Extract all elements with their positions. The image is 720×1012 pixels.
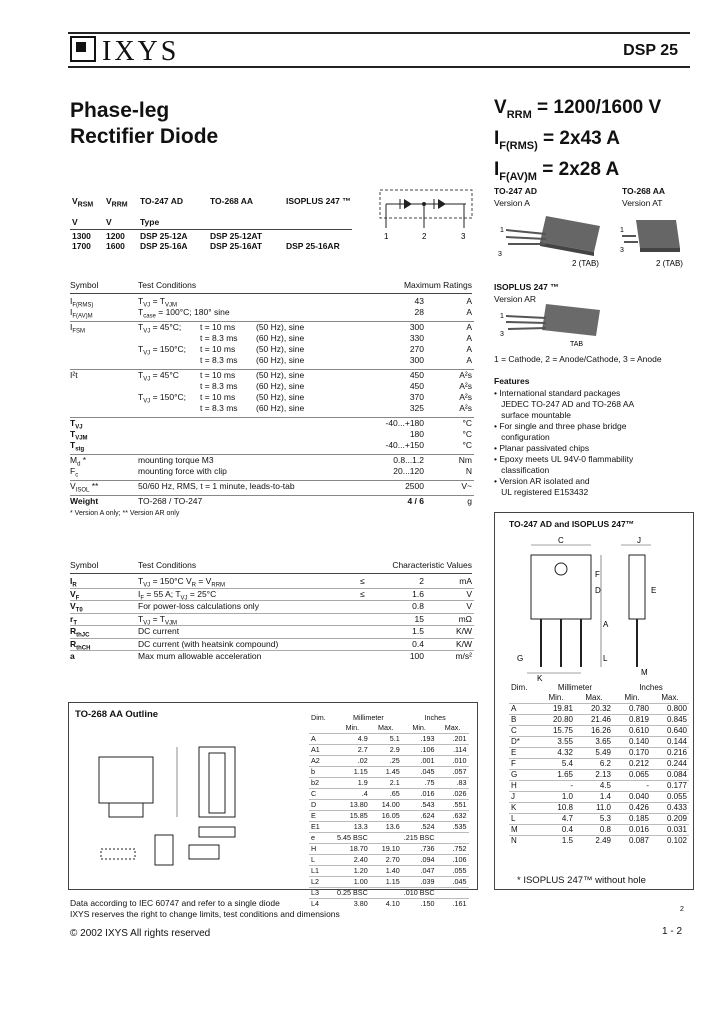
dim-row: b2 1.9 2.1 .75 .83 [311, 778, 467, 787]
feature-item: • For single and three phase bridge [494, 421, 627, 431]
dim-label-j: J [637, 536, 641, 545]
feature-item: • Planar passivated chips [494, 443, 590, 453]
dim-label-a: A [603, 620, 609, 629]
to268-drawing [89, 727, 305, 877]
dim-row: E1 13.3 13.6 .524 .535 [311, 822, 467, 831]
pkg-isoplus-name: ISOPLUS 247 ™ [494, 282, 559, 292]
char-col-values: Characteristic Values [392, 560, 472, 570]
ordering-cell [284, 231, 358, 241]
side-mark: 2 [680, 906, 684, 913]
feature-item: configuration [494, 432, 550, 442]
part-number: DSP 25 [623, 42, 678, 59]
char-col-symbol: Symbol [70, 560, 99, 570]
pkg-to268-name: TO-268 AA [622, 186, 665, 196]
footer-note-2: IXYS reserves the right to change limits, test conditions and dimensions [70, 909, 340, 919]
isoplus-package-image [500, 302, 610, 348]
dim-row: A2 .02 .25 .001 .010 [311, 756, 467, 765]
pin-3-label: 3 [461, 232, 466, 241]
unit-type: Type [140, 216, 160, 227]
pkg-to247-version: Version A [494, 198, 530, 208]
col-vrrm: V [106, 196, 112, 206]
svg-text:3: 3 [620, 247, 624, 254]
dim-row: L4 3.80 4.10 .150 .161 [311, 899, 467, 908]
ordering-table [70, 196, 370, 251]
page-number: 1 - 2 [662, 926, 683, 937]
max-row: $I_{F(AV)M}$ $T_{case} = 100^\circ C$; 180° sine 28 A [70, 307, 472, 320]
dim-row: K 10.8 11.0 0.426 0.433 [511, 803, 687, 812]
char-col-conditions: Test Conditions [138, 560, 197, 570]
dim-row: H - 4.5 - 0.177 [511, 781, 687, 790]
ordering-cell: DSP 25-12AT [210, 230, 263, 241]
dim-label-f: F [595, 570, 600, 579]
to247-dim-table: Dim. Millimeter Inches Min. Max. Min. Max. A 19.81 20.32 0.780 0.800 B 20.80 21.46 0.819 0.845 C 15.75 16.26 0.610 0.640 D* 3.55 3.65 0.140 0.144 E 4.32 5.49 0.170 0.216 F 5.4 6.2 0.212 0.244 G 1.65 2.13 0.065 0.084 H - 4.5 - 0.177 J 1.0 1.4 0.040 0.055 K 10.8 11.0 0.426 0.433 L 4.7 5.3 0.185 0.209 M 0.4 0.8 0.016 0.031 N 1.5 2.49 0.087 0.102 [511, 683, 687, 845]
dim-row: L 4.7 5.3 0.185 0.209 [511, 814, 687, 823]
max-row: $I_{F(RMS)}$ $T_{VJ} = T_{VJM}$ 43 A [70, 296, 472, 309]
pkg-to247-name: TO-247 AD [494, 186, 537, 196]
title-line-1: Phase-leg [70, 99, 170, 122]
dim-row: E 4.32 5.49 0.170 0.216 [511, 748, 687, 757]
dim-row: N 1.5 2.49 0.087 0.102 [511, 836, 687, 845]
circuit-diagram [376, 186, 482, 244]
svg-text:1: 1 [500, 313, 504, 320]
dim-row: A 4.9 5.1 .193 .201 [311, 734, 467, 743]
dim-label-e: E [651, 586, 657, 595]
ordering-cell: DSP 25-12A [140, 230, 188, 241]
max-row: $T_{VJ} = 150^\circ C$; t = 10 ms (50 Hz), sine 370 A²s [138, 392, 472, 405]
dim-row: J 1.0 1.4 0.040 0.055 [511, 792, 687, 801]
ordering-cell: 1200 [106, 230, 125, 241]
dim-row: L 2.40 2.70 .094 .106 [311, 855, 467, 864]
max-row: $F_c$ mounting force with clip 20...120 N [70, 466, 472, 479]
dim-label-k: K [537, 674, 543, 683]
dim-row: C 15.75 16.26 0.610 0.640 [511, 726, 687, 735]
spec-1: $I_{F(RMS)} = 2x43$ A [494, 127, 620, 152]
dim-row: A 19.81 20.32 0.780 0.800 [511, 704, 687, 713]
dim-row: E 15.85 16.05 .624 .632 [311, 811, 467, 820]
ordering-row [70, 231, 358, 241]
ordering-cell: 1300 [72, 230, 91, 241]
to268-outline-title: TO-268 AA Outline [75, 709, 159, 720]
feature-item: • Epoxy meets UL 94V-0 flammability [494, 454, 634, 464]
svg-text:1: 1 [500, 227, 504, 234]
feature-item: UL registered E153432 [494, 487, 589, 497]
dim-row: F 5.4 6.2 0.212 0.244 [511, 759, 687, 768]
dim-label-g: G [517, 654, 524, 663]
dim-row: D 13.80 14.00 .543 .551 [311, 800, 467, 809]
ixys-logo [70, 36, 179, 68]
col-vrsm: V [72, 196, 78, 206]
title-line-2: Rectifier Diode [70, 125, 219, 148]
feature-item: classification [494, 465, 550, 475]
to268-dim-table: Dim. Millimeter Inches Min. Max. Min. Max. A 4.9 5.1 .193 .201 A1 2.7 2.9 .106 .114 A2 .02 .25 .001 .010 b 1.15 1.45 .045 .057 b2 1.9 2.1 .75 .83 C .4 .65 .016 .026 D 13.80 14.00 .543 .551 E 15.85 16.05 .624 .632 E1 13.3 13.6 .524 .535 e 5.45 BSC .215 BSC H 18.70 19.10 .736 .752 L 2.40 2.70 .094 .106 L1 1.20 1.40 .047 .055 L2 1.00 1.15 .039 .045 L3 0.25 BSC .010 BSC L4 3.80 4.10 .150 .161 [311, 713, 467, 908]
dim-label-m: M [641, 668, 648, 677]
product-title [70, 98, 218, 150]
max-col-symbol: Symbol [70, 280, 99, 290]
dim-row: L2 1.00 1.15 .039 .045 [311, 877, 467, 886]
copyright: © 2002 IXYS All rights reserved [70, 928, 211, 939]
dim-row: M 0.4 0.8 0.016 0.031 [511, 825, 687, 834]
dim-row: A1 2.7 2.9 .106 .114 [311, 745, 467, 754]
svg-text:3: 3 [500, 331, 504, 338]
col-isoplus: ISOPLUS 247 ™ [286, 196, 351, 206]
col-vrrm-sub: RRM [111, 201, 128, 209]
pin-2-label: 2 [422, 232, 427, 241]
max-row: $T_{VJ} = 150^\circ C$; t = 10 ms (50 Hz), sine 270 A [138, 344, 472, 357]
to247-outline-box [494, 512, 694, 890]
dim-row: L3 0.25 BSC .010 BSC [309, 888, 469, 899]
dim-label-l: L [603, 654, 608, 663]
to247-outline-title: TO-247 AD and ISOPLUS 247™ [509, 519, 635, 529]
feature-item: • Version AR isolated and [494, 476, 590, 486]
to247-outline-note: * ISOPLUS 247™ without hole [517, 875, 646, 886]
dim-row: e 5.45 BSC .215 BSC [309, 833, 469, 844]
unit-vrsm: V [72, 216, 78, 227]
features-title: Features [494, 376, 530, 386]
max-row: $I_{FSM}$ $T_{VJ} = 45^\circ C$; t = 10 ms (50 Hz), sine 300 A [70, 322, 472, 335]
dim-row: C .4 .65 .016 .026 [311, 789, 467, 798]
max-row: $T_{VJ}$ -40...+180 °C [70, 418, 472, 431]
max-col-ratings: Maximum Ratings [403, 280, 472, 290]
max-row: $M_d$ * mounting torque M3 0.8...1.2 Nm [70, 455, 472, 468]
spec-0: $V_{RRM} = 1200/1600$ V [494, 97, 662, 121]
dim-row: L1 1.20 1.40 .047 .055 [311, 866, 467, 875]
pkg-to268-version: Version AT [622, 198, 663, 208]
max-row: t = 8.3 ms (60 Hz), sine 330 A [200, 333, 472, 343]
feature-item: surface mountable [494, 410, 572, 420]
dim-row: G 1.65 2.13 0.065 0.084 [511, 770, 687, 779]
char-row: $I_R$ $T_{VJ} = 150^\circ C$ $V_R = V_{RRM}$ ≤ 2 mA [70, 576, 472, 589]
dim-row: B 20.80 21.46 0.819 0.845 [511, 715, 687, 724]
max-row: t = 8.3 ms (60 Hz), sine 325 A²s [200, 403, 472, 413]
feature-item: • International standard packages [494, 388, 621, 398]
ordering-cell: DSP 25-16AR [286, 240, 340, 251]
svg-text:1: 1 [620, 227, 624, 234]
isoplus-tab-label: TAB [570, 341, 584, 348]
to247-drawing [501, 533, 687, 683]
ordering-cell: 1600 [106, 240, 125, 251]
to247-package-image [496, 212, 616, 270]
ordering-row [70, 241, 358, 251]
ordering-cell: DSP 25-16A [140, 240, 188, 251]
spec-2: $I_{F(AV)M} = 2x28$ A [494, 158, 620, 183]
pin-assignment-note: 1 = Cathode, 2 = Anode/Cathode, 3 = Anode [494, 354, 662, 364]
char-row: $V_{T0}$ For power-loss calculations only 0.8 V [70, 601, 472, 614]
max-row: I²t $T_{VJ} = 45^\circ C$ t = 10 ms (50 Hz), sine 450 A²s [70, 370, 472, 383]
ordering-cell: DSP 25-16AT [210, 240, 263, 251]
dim-row: D* 3.55 3.65 0.140 0.144 [511, 737, 687, 746]
max-ratings-table [70, 280, 474, 517]
unit-vrrm: V [106, 216, 112, 227]
features-list [494, 388, 694, 498]
logo-text: IXYS [102, 36, 180, 67]
max-footnote: * Version A only; ** Version AR only [70, 510, 180, 517]
char-row: $V_F$ $I_F = 55$ A; $T_{VJ} = 25^\circ C$ ≤ 1.6 V [70, 588, 472, 602]
col-to247: TO-247 AD [140, 196, 183, 206]
max-row: t = 8.3 ms (60 Hz), sine 300 A [200, 355, 472, 365]
dim-row: H 18.70 19.10 .736 .752 [311, 844, 467, 853]
char-row: $R_{thCH}$ DC current (with heatsink compound) 0.4 K/W [70, 638, 472, 652]
logo-mark-icon [70, 36, 96, 62]
svg-text:3: 3 [498, 251, 502, 258]
max-row: t = 8.3 ms (60 Hz), sine 450 A²s [200, 381, 472, 391]
max-row: $V_{ISOL}$ ** 50/60 Hz, RMS, t = 1 minute, leads-to-tab 2500 V~ [70, 481, 472, 494]
pin-1-label: 1 [384, 232, 389, 241]
col-vrsm-sub: RSM [77, 201, 94, 209]
ordering-cell: 1700 [72, 240, 91, 251]
pkg-isoplus-version: Version AR [494, 294, 537, 304]
footer-note-1: Data according to IEC 60747 and refer to a single diode [70, 898, 280, 908]
feature-item: JEDEC TO-247 AD and TO-268 AA [494, 399, 635, 409]
max-row: $T_{VJM}$ 180 °C [70, 429, 472, 442]
char-row: a Max mum allowable acceleration 100 m/s² [70, 651, 472, 661]
to268-tab-label: 2 (TAB) [656, 259, 683, 268]
key-specs [494, 96, 661, 188]
dim-label-d: D [595, 586, 601, 595]
col-to268: TO-268 AA [210, 196, 253, 206]
characteristic-table [70, 560, 474, 659]
char-row: $R_{thJC}$ DC current 1.5 K/W [70, 626, 472, 639]
max-col-conditions: Test Conditions [138, 280, 197, 290]
dim-label-c: C [558, 536, 564, 545]
max-row: Weight TO-268 / TO-247 4 / 6 g [70, 496, 472, 506]
max-row: $T_{stg}$ -40...+150 °C [70, 440, 472, 453]
to247-tab-label: 2 (TAB) [572, 259, 599, 268]
dim-row: b 1.15 1.45 .045 .057 [311, 767, 467, 776]
char-row: $r_T$ $T_{VJ} = T_{VJM}$ 15 mΩ [70, 613, 472, 627]
to268-package-image [620, 212, 700, 270]
